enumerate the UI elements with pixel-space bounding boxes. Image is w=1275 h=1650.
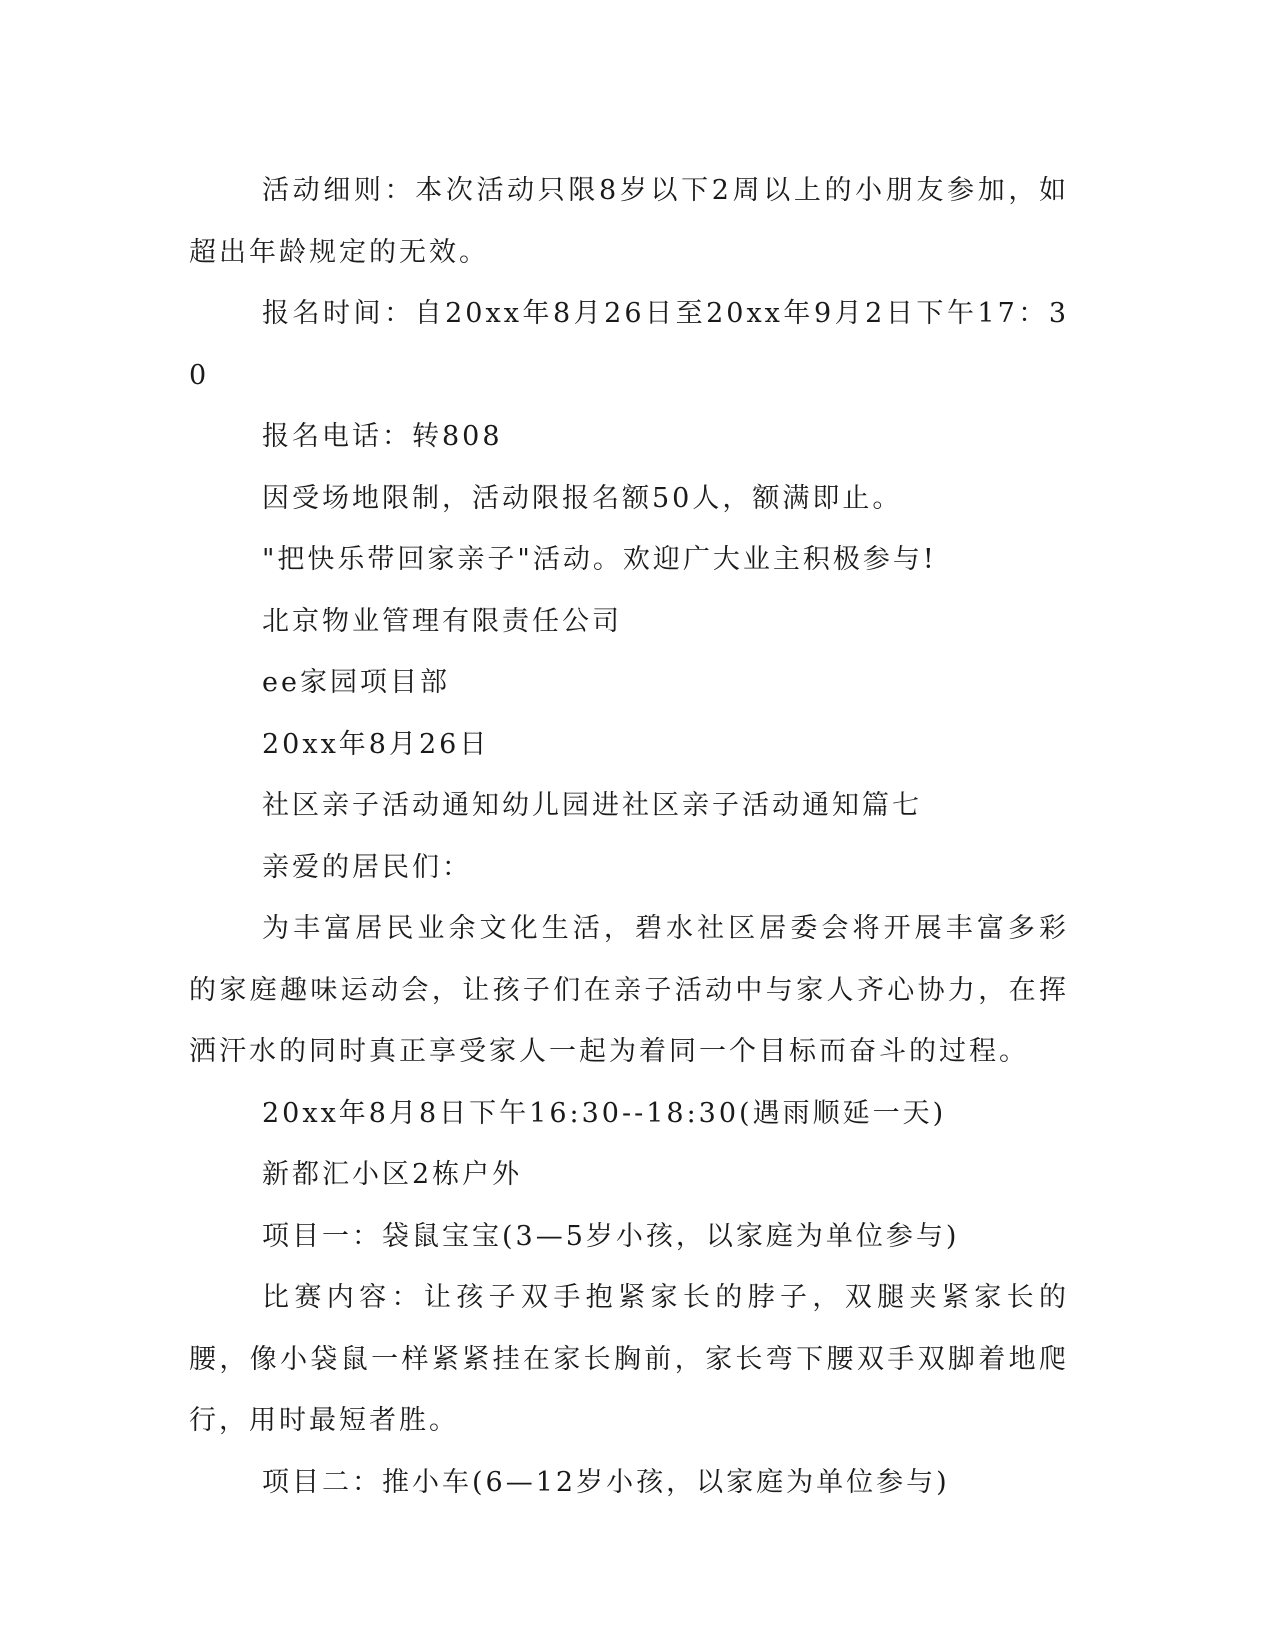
paragraph-introduction: 为丰富居民业余文化生活，碧水社区居委会将开展丰富多彩的家庭趣味运动会，让孩子们在亲子活动中与家人齐心协力，在挥洒汗水的同时真正享受家人一起为着同一个目标而奋斗的过程。: [189, 913, 1069, 1067]
paragraph-activity-rules: 活动细则：本次活动只限8岁以下2周以上的小朋友参加，如超出年龄规定的无效。: [189, 175, 1069, 268]
paragraph-welcome: "把快乐带回家亲子"活动。欢迎广大业主积极参与!: [262, 544, 937, 575]
paragraph-item-two: 项目二：推小车(6—12岁小孩，以家庭为单位参与): [262, 1466, 950, 1498]
paragraph-notice-date: 20xx年8月26日: [262, 728, 490, 760]
paragraph-competition-content: 比赛内容：让孩子双手抱紧家长的脖子，双腿夹紧家长的腰，像小袋鼠一样紧紧挂在家长胸前，家长弯下腰双手双脚着地爬行，用时最短者胜。: [189, 1282, 1069, 1436]
paragraph-event-location: 新都汇小区2栋户外: [262, 1159, 523, 1190]
paragraph-greeting: 亲爱的居民们：: [262, 851, 472, 883]
paragraph-project-department: ee家园项目部: [262, 667, 450, 698]
paragraph-company-name: 北京物业管理有限责任公司: [262, 605, 622, 637]
document-body: [189, 160, 1069, 1513]
paragraph-item-one: 项目一：袋鼠宝宝(3—5岁小孩，以家庭为单位参与): [262, 1220, 960, 1252]
paragraph-section-title: 社区亲子活动通知幼儿园进社区亲子活动通知篇七: [262, 790, 922, 821]
paragraph-event-time: 20xx年8月8日下午16:30--18:30(遇雨顺延一天): [262, 1097, 947, 1129]
paragraph-capacity-limit: 因受场地限制，活动限报名额50人，额满即止。: [262, 482, 903, 514]
paragraph-registration-phone: 报名电话：转808: [262, 421, 503, 452]
paragraph-registration-time: 报名时间：自20xx年8月26日至20xx年9月2日下午17：30: [189, 298, 1069, 391]
